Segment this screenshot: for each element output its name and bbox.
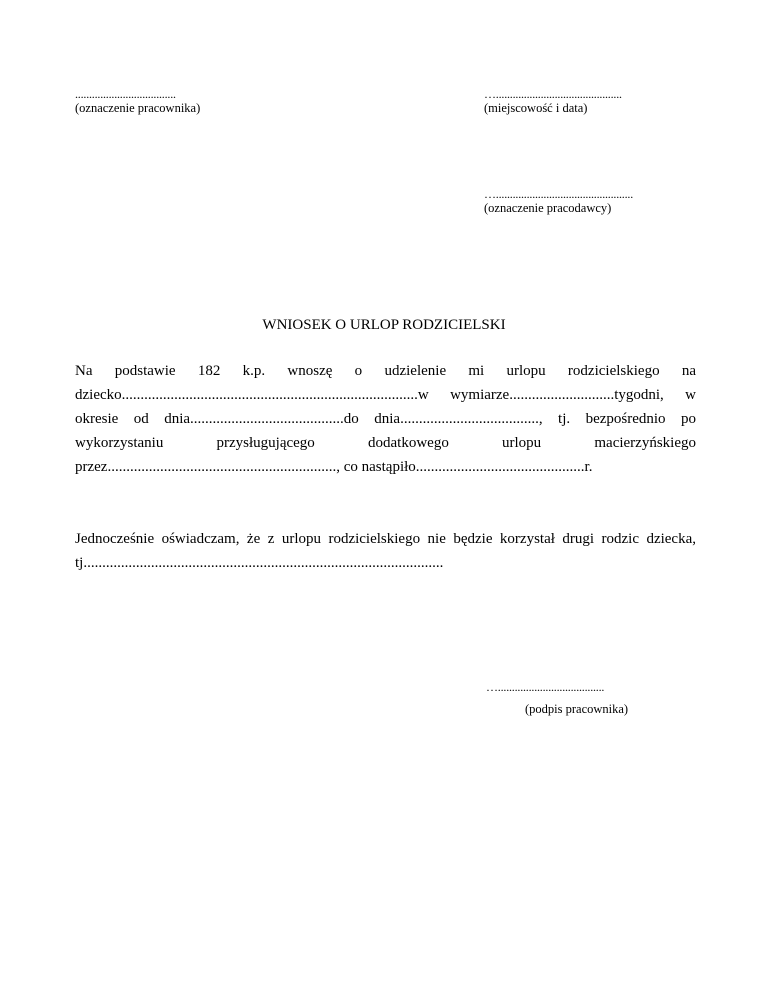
paragraph2-line1: Jednocześnie oświadczam, że z urlopu rodzicielskiego nie będzie korzystał drugi rodzic dziecka, — [75, 531, 696, 547]
paragraph1-line2: dziecko...............................................................................w wymiarze............................tygodni, w — [75, 387, 696, 403]
employee-dots: .................................... — [75, 87, 176, 101]
paragraph2-line2: tj................................................................................................ — [75, 555, 444, 571]
place-date-label: (miejscowość i data) — [484, 101, 588, 115]
employer-dots: …................................................. — [484, 187, 634, 201]
document-title: WNIOSEK O URLOP RODZICIELSKI — [262, 317, 506, 333]
signature-dots: …...................................... — [486, 680, 605, 694]
signature-label: (podpis pracownika) — [525, 702, 629, 716]
paragraph1-line1: Na podstawie 182 k.p. wnoszę o udzielenie mi urlopu rodzicielskiego na — [75, 363, 696, 379]
paragraph1-line5: przez............................................................., co nastąpiło.............................................r. — [75, 459, 593, 475]
employer-label: (oznaczenie pracodawcy) — [484, 201, 612, 215]
paragraph1-line3: okresie od dnia.........................................do dnia....................................., tj. bezpośrednio po — [75, 411, 696, 427]
employee-label: (oznaczenie pracownika) — [75, 101, 201, 115]
paragraph1-line4: wykorzystaniu przysługującego dodatkowego urlopu macierzyńskiego — [75, 435, 696, 451]
place-date-dots: …............................................. — [484, 87, 622, 101]
